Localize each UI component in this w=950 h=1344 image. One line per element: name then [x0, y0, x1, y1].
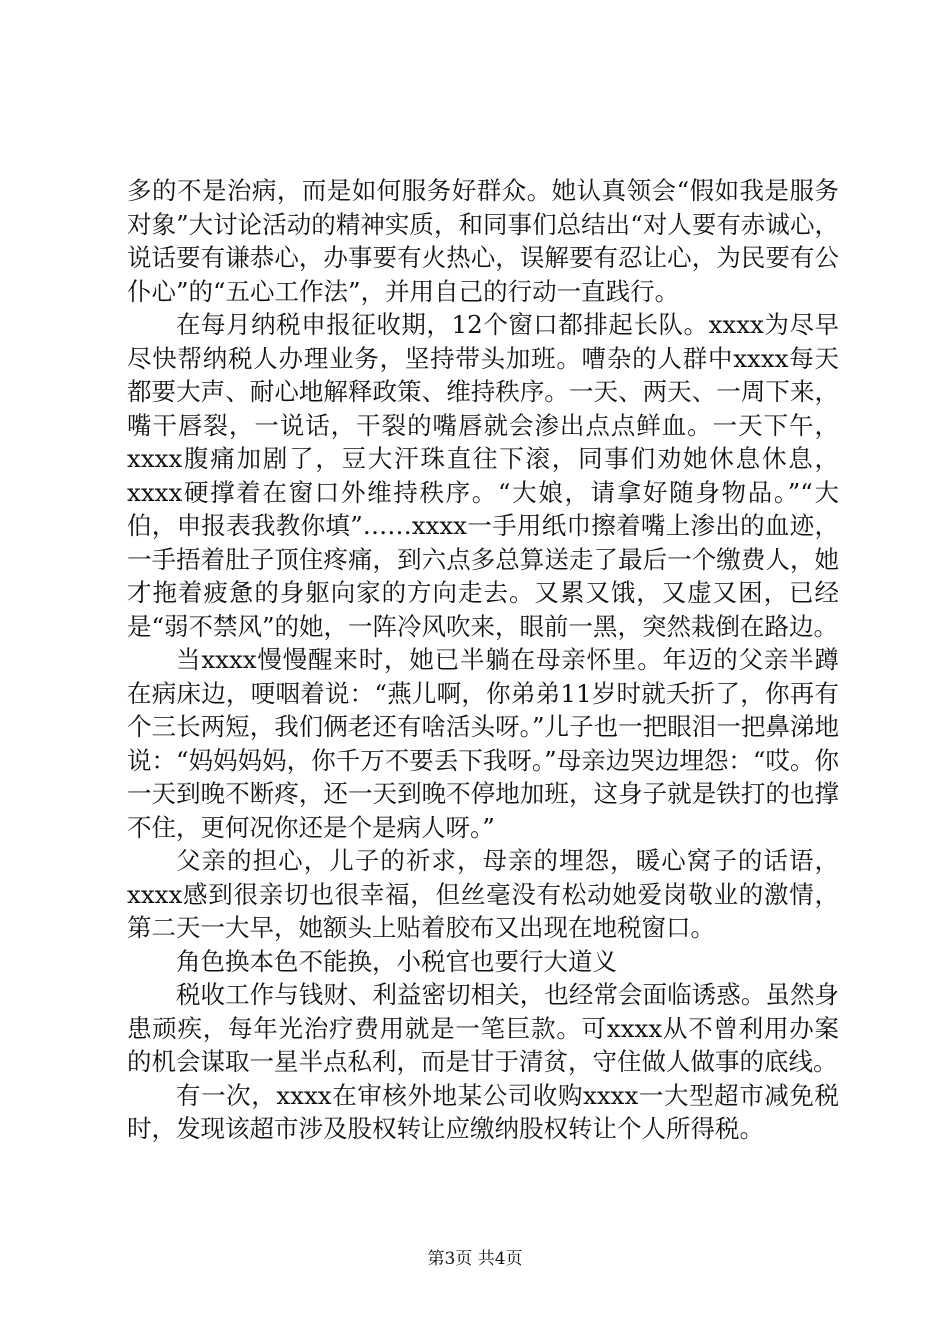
- paragraph: 有一次，xxxx在审核外地某公司收购xxxx一大型超市减免税时，发现该超市涉及股权转让应缴纳股权转让个人所得税。: [127, 1080, 839, 1143]
- section-heading: 角色换本色不能换，小税官也要行大道义: [176, 946, 617, 976]
- paragraph: 当xxxx慢慢醒来时，她已半躺在母亲怀里。年迈的父亲半蹲在病床边，哽咽着说：“燕儿啊，你弟弟11岁时就夭折了，你再有个三长两短，我们俩老还有啥活头呀。”儿子也一把眼泪一把鼻涕地说：“妈妈妈妈，你千万不要丢下我呀。”母亲边哭边埋怨：“哎。你一天到晚不断疼，还一天到晚不停地加班，这身子就是铁打的也撑不住，更何况你还是个是病人呀。”: [127, 645, 839, 842]
- paragraph-continuation: 多的不是治病，而是如何服务好群众。她认真领会“假如我是服务对象”大讨论活动的精神实质，和同事们总结出“对人要有赤诚心，说话要有谦恭心，办事要有火热心，误解要有忍让心，为民要有公仆心”的“五心工作法”，并用自己的行动一直践行。: [127, 176, 839, 306]
- paragraph: 税收工作与钱财、利益密切相关，也经常会面临诱惑。虽然身患顽疾，每年光治疗费用就是一笔巨款。可xxxx从不曾利用办案的机会谋取一星半点私利，而是甘于清贫，守住做人做事的底线。: [127, 980, 839, 1076]
- document-body: [127, 174, 839, 1146]
- paragraph: 在每月纳税申报征收期，12个窗口都排起长队。xxxx为尽早尽快帮纳税人办理业务，坚持带头加班。嘈杂的人群中xxxx每天都要大声、耐心地解释政策、维持秩序。一天、两天、一周下来，嘴干唇裂，一说话，干裂的嘴唇就会渗出点点鲜血。一天下午，xxxx腹痛加剧了，豆大汗珠直往下滚，同事们劝她休息休息，xxxx硬撑着在窗口外维持秩序。“大娘，请拿好随身物品。”“大伯，申报表我教你填”……xxxx一手用纸巾擦着嘴上渗出的血迹，一手捂着肚子顶住疼痛，到六点多总算送走了最后一个缴费人，她才拖着疲惫的身躯向家的方向走去。又累又饿，又虚又困，已经是“弱不禁风”的她，一阵冷风吹来，眼前一黑，突然栽倒在路边。: [127, 310, 839, 641]
- paragraph: 父亲的担心，儿子的祈求，母亲的埋怨，暖心窝子的话语，xxxx感到很亲切也很幸福，但丝毫没有松动她爱岗敬业的激情，第二天一大早，她额头上贴着胶布又出现在地税窗口。: [127, 846, 839, 942]
- page-footer: 第3页 共4页: [427, 1249, 523, 1269]
